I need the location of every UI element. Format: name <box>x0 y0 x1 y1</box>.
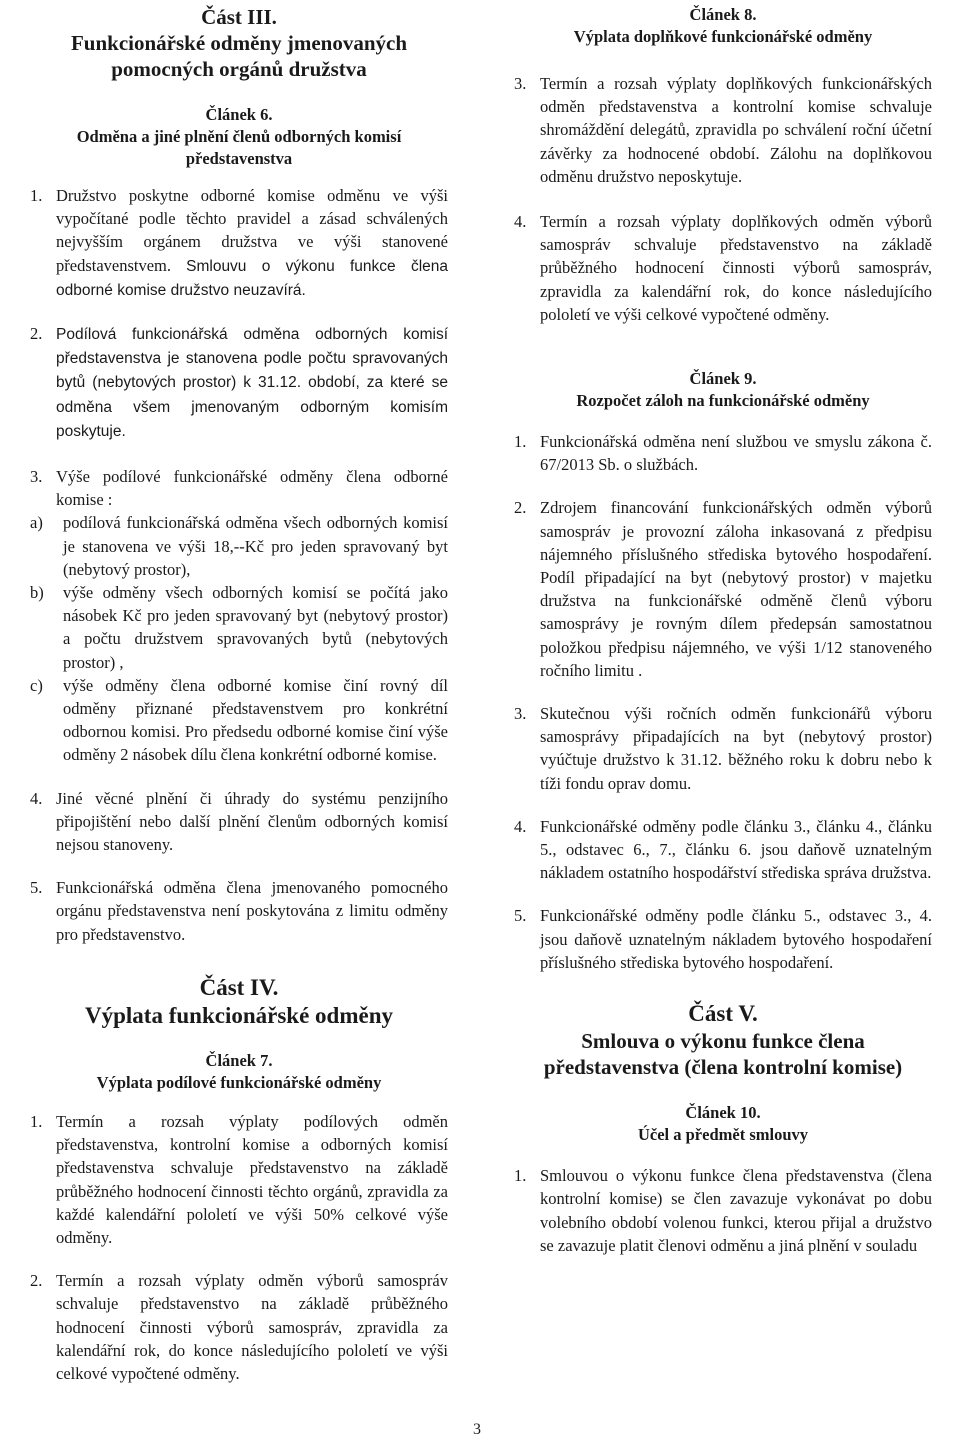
part-4-label: Část IV. <box>199 974 279 1000</box>
article-9-heading <box>514 368 932 412</box>
paragraph-number: 1. <box>514 1166 527 1186</box>
part-5-label: Část V. <box>688 1001 758 1027</box>
paragraph-number: 4. <box>514 816 527 836</box>
part-3-title: Funkcionářské odměny jmenovaných pomocných orgánů družstva <box>70 31 408 81</box>
article-8-title: Výplata doplňkové funkcionářské odměny <box>573 27 873 46</box>
paragraph-number: 3. <box>514 74 527 93</box>
part-4-heading <box>30 974 448 1030</box>
article-6-paragraph-2 <box>30 322 448 443</box>
paragraph-number: 1. <box>30 186 43 205</box>
paragraph-text: Termín a rozsah výplaty doplňkových odměn výborů samospráv schvaluje představenstvo na základě průběžného hodnocení činnosti výborů samospráv, zpravidla za kalendářní rok, do konce následujícího pololetí ve výši celkové vypočtené odměny. <box>540 212 932 324</box>
part-4-title: Výplata funkcionářské odměny <box>85 1002 393 1028</box>
page-number: 3 <box>473 1421 481 1438</box>
article-6-title: Odměna a jiné plnění členů odborných komisí představenstva <box>76 127 402 168</box>
article-8-number: Článek 8. <box>689 5 757 24</box>
paragraph-text: Termín a rozsah výplaty odměn výborů samospráv schvaluje představenstvo na základě průběžného hodnocení činnosti výborů samospráv, zpravidla za kalendářní rok, do konce následujícího pololetí ve výši celkové vypočtené odměny. <box>56 1271 448 1383</box>
paragraph-text: Zdrojem financování funkcionářských odměn výborů samospráv je provozní záloha inkasovaná z předpisu nájemného příslušného střediska bytového hospodaření. Podíl připadající na byt (nebytový prostor) v majetku družstva na funkcionářské odměně členů výboru samosprávy je rovným dílem předepsán samostatnou položkou předpisu nájemného, ve výši 1/12 stanoveného ročního limitu . <box>540 498 932 680</box>
article-10-title: Účel a předmět smlouvy <box>637 1125 808 1145</box>
article-9-paragraph-4 <box>514 815 932 885</box>
part-3-heading <box>30 4 448 82</box>
paragraph-3-item-b <box>30 581 448 674</box>
paragraph-text: Jiné věcné plnění či úhrady do systému penzijního připojištění nebo další plnění členům odborných komisí nejsou stanoveny. <box>56 788 448 855</box>
article-9-paragraph-1 <box>514 430 932 476</box>
part-5-heading <box>514 1000 932 1080</box>
item-text: výše odměny člena odborné komise činí rovný díl odměny přiznané představenstvem pro konkrétní odbornou komisi. Pro předsedu odborné komise činí výše odměny 2 násobek dílu člena konkrétní odborné komise. <box>63 675 448 765</box>
paragraph-number: 2. <box>514 498 527 518</box>
paragraph-number: 5. <box>30 878 43 898</box>
item-text: podílová funkcionářská odměna všech odborných komisí je stanovena ve výši 18,--Kč pro jeden spravovaný byt (nebytový prostor), <box>63 513 448 579</box>
article-6-heading <box>30 104 448 170</box>
article-7-number: Článek 7. <box>205 1050 273 1070</box>
article-6-paragraph-4 <box>30 787 448 857</box>
paragraph-number: 3. <box>30 467 43 487</box>
paragraph-number: 5. <box>514 906 527 926</box>
part-3-label: Část III. <box>201 5 277 29</box>
item-label: a) <box>30 513 43 533</box>
paragraph-text: Termín a rozsah výplaty doplňkových funkcionářských odměn představenstva a kontrolní komise schvaluje shromáždění delegátů, zpravidla po schválení roční účetní závěrky za hodnocené období. Zálohu na doplňkovou odměnu družstvo neposkytuje. <box>540 74 932 186</box>
part-5-title: Smlouva o výkonu funkce člena představenstva (člena kontrolní komise) <box>543 1029 903 1080</box>
article-7-paragraph-1 <box>30 1110 448 1249</box>
article-7-heading <box>30 1050 448 1094</box>
article-7-title: Výplata podílové funkcionářské odměny <box>96 1072 382 1092</box>
paragraph-number: 1. <box>514 432 527 452</box>
paragraph-3-item-c <box>30 674 448 767</box>
item-label: c) <box>30 675 43 695</box>
article-10-heading <box>514 1102 932 1146</box>
paragraph-number: 4. <box>514 212 527 232</box>
paragraph-text: Družstvo poskytne odborné komise odměnu ve výši vypočítané podle těchto pravidel a zásad schválených nejvyšším orgánem družstva ve výši stanovené představenstvem. <box>56 186 448 275</box>
article-6-paragraph-1 <box>30 184 448 302</box>
article-10-number: Článek 10. <box>685 1103 761 1123</box>
article-7-paragraph-2 <box>30 1269 448 1385</box>
paragraph-number: 1. <box>30 1111 43 1131</box>
article-8-paragraph-4 <box>514 210 932 326</box>
article-9-paragraph-3 <box>514 702 932 795</box>
article-6-paragraph-5 <box>30 876 448 946</box>
article-9-paragraph-5 <box>514 904 932 974</box>
paragraph-text: Funkcionářské odměny podle článku 3., článku 4., článku 5., odstavec 6., 7., článku 6. jsou daňově uznatelným nákladem ostatního hospodářství střediska správa družstva. <box>540 816 932 883</box>
paragraph-number: 3. <box>514 704 527 724</box>
paragraph-text: Funkcionářská odměna člena jmenovaného pomocného orgánu představenstva není poskytována z limitu odměny pro představenstvo. <box>56 878 448 944</box>
paragraph-text: Funkcionářské odměny podle článku 5., odstavec 3., 4. jsou daňově uznatelným nákladem bytového hospodaření příslušného střediska bytového hospodaření. <box>540 906 932 972</box>
paragraph-text-sans: Smlouvu o výkonu funkce člena odborné komise družstvo neuzavírá. <box>56 257 449 299</box>
paragraph-text: Funkcionářská odměna není službou ve smyslu zákona č. 67/2013 Sb. o službách. <box>540 432 932 475</box>
paragraph-text: Výše podílové funkcionářské odměny člena odborné komise : <box>56 467 448 510</box>
article-6-paragraph-3 <box>30 465 448 511</box>
item-text: výše odměny všech odborných komisí se počítá jako násobek Kč pro jeden spravovaný byt (nebytový prostor) a počtu družstvem spravovaných bytů (nebytových prostor) , <box>63 583 448 672</box>
article-9-paragraph-2 <box>514 496 932 682</box>
paragraph-text: Podílová funkcionářská odměna odborných komisí představenstva je stanovena podle počtu spravovaných bytů (nebytových prostor) k 31.12. období, za které se odměna všem jmenovaným odborným komisím poskytuje. <box>56 326 448 440</box>
paragraph-text: Smlouvou o výkonu funkce člena představenstva (člena kontrolní komise) se člen zavazuje vykonávat po dobu volebního období volenou funkci, kterou přijal a družstvo se zavazuje platit členovi odměnu a jiná plnění v souladu <box>540 1166 932 1255</box>
article-9-title: Rozpočet záloh na funkcionářské odměny <box>576 391 870 411</box>
paragraph-number: 2. <box>30 1271 43 1291</box>
article-9-number: Článek 9. <box>689 369 757 389</box>
article-10-paragraph-1 <box>514 1164 932 1257</box>
paragraph-text: Termín a rozsah výplaty podílových odměn představenstva, kontrolní komise a odborných komisí představenstva schvaluje představenstvo na základě průběžného hodnocení činnosti těchto orgánů, zpravidla za každé kalendářní pololetí ve výši 50% celkové výše odměny. <box>56 1111 448 1247</box>
left-column <box>30 4 448 1385</box>
paragraph-text: Skutečnou výši ročních odměn funkcionářů výboru samosprávy připadajících na byt (nebytový prostor) vyúčtuje družstvo k 31.12. běžného roku k dobru nebo k tíži fondu oprav domu. <box>540 704 932 793</box>
right-column <box>514 4 932 1257</box>
paragraph-number: 4. <box>30 788 43 808</box>
article-8-heading <box>514 4 932 48</box>
article-6-number: Článek 6. <box>205 105 273 124</box>
article-8-paragraph-3 <box>514 72 932 188</box>
paragraph-number: 2. <box>30 324 43 344</box>
item-label: b) <box>30 583 44 603</box>
paragraph-3-item-a <box>30 511 448 581</box>
